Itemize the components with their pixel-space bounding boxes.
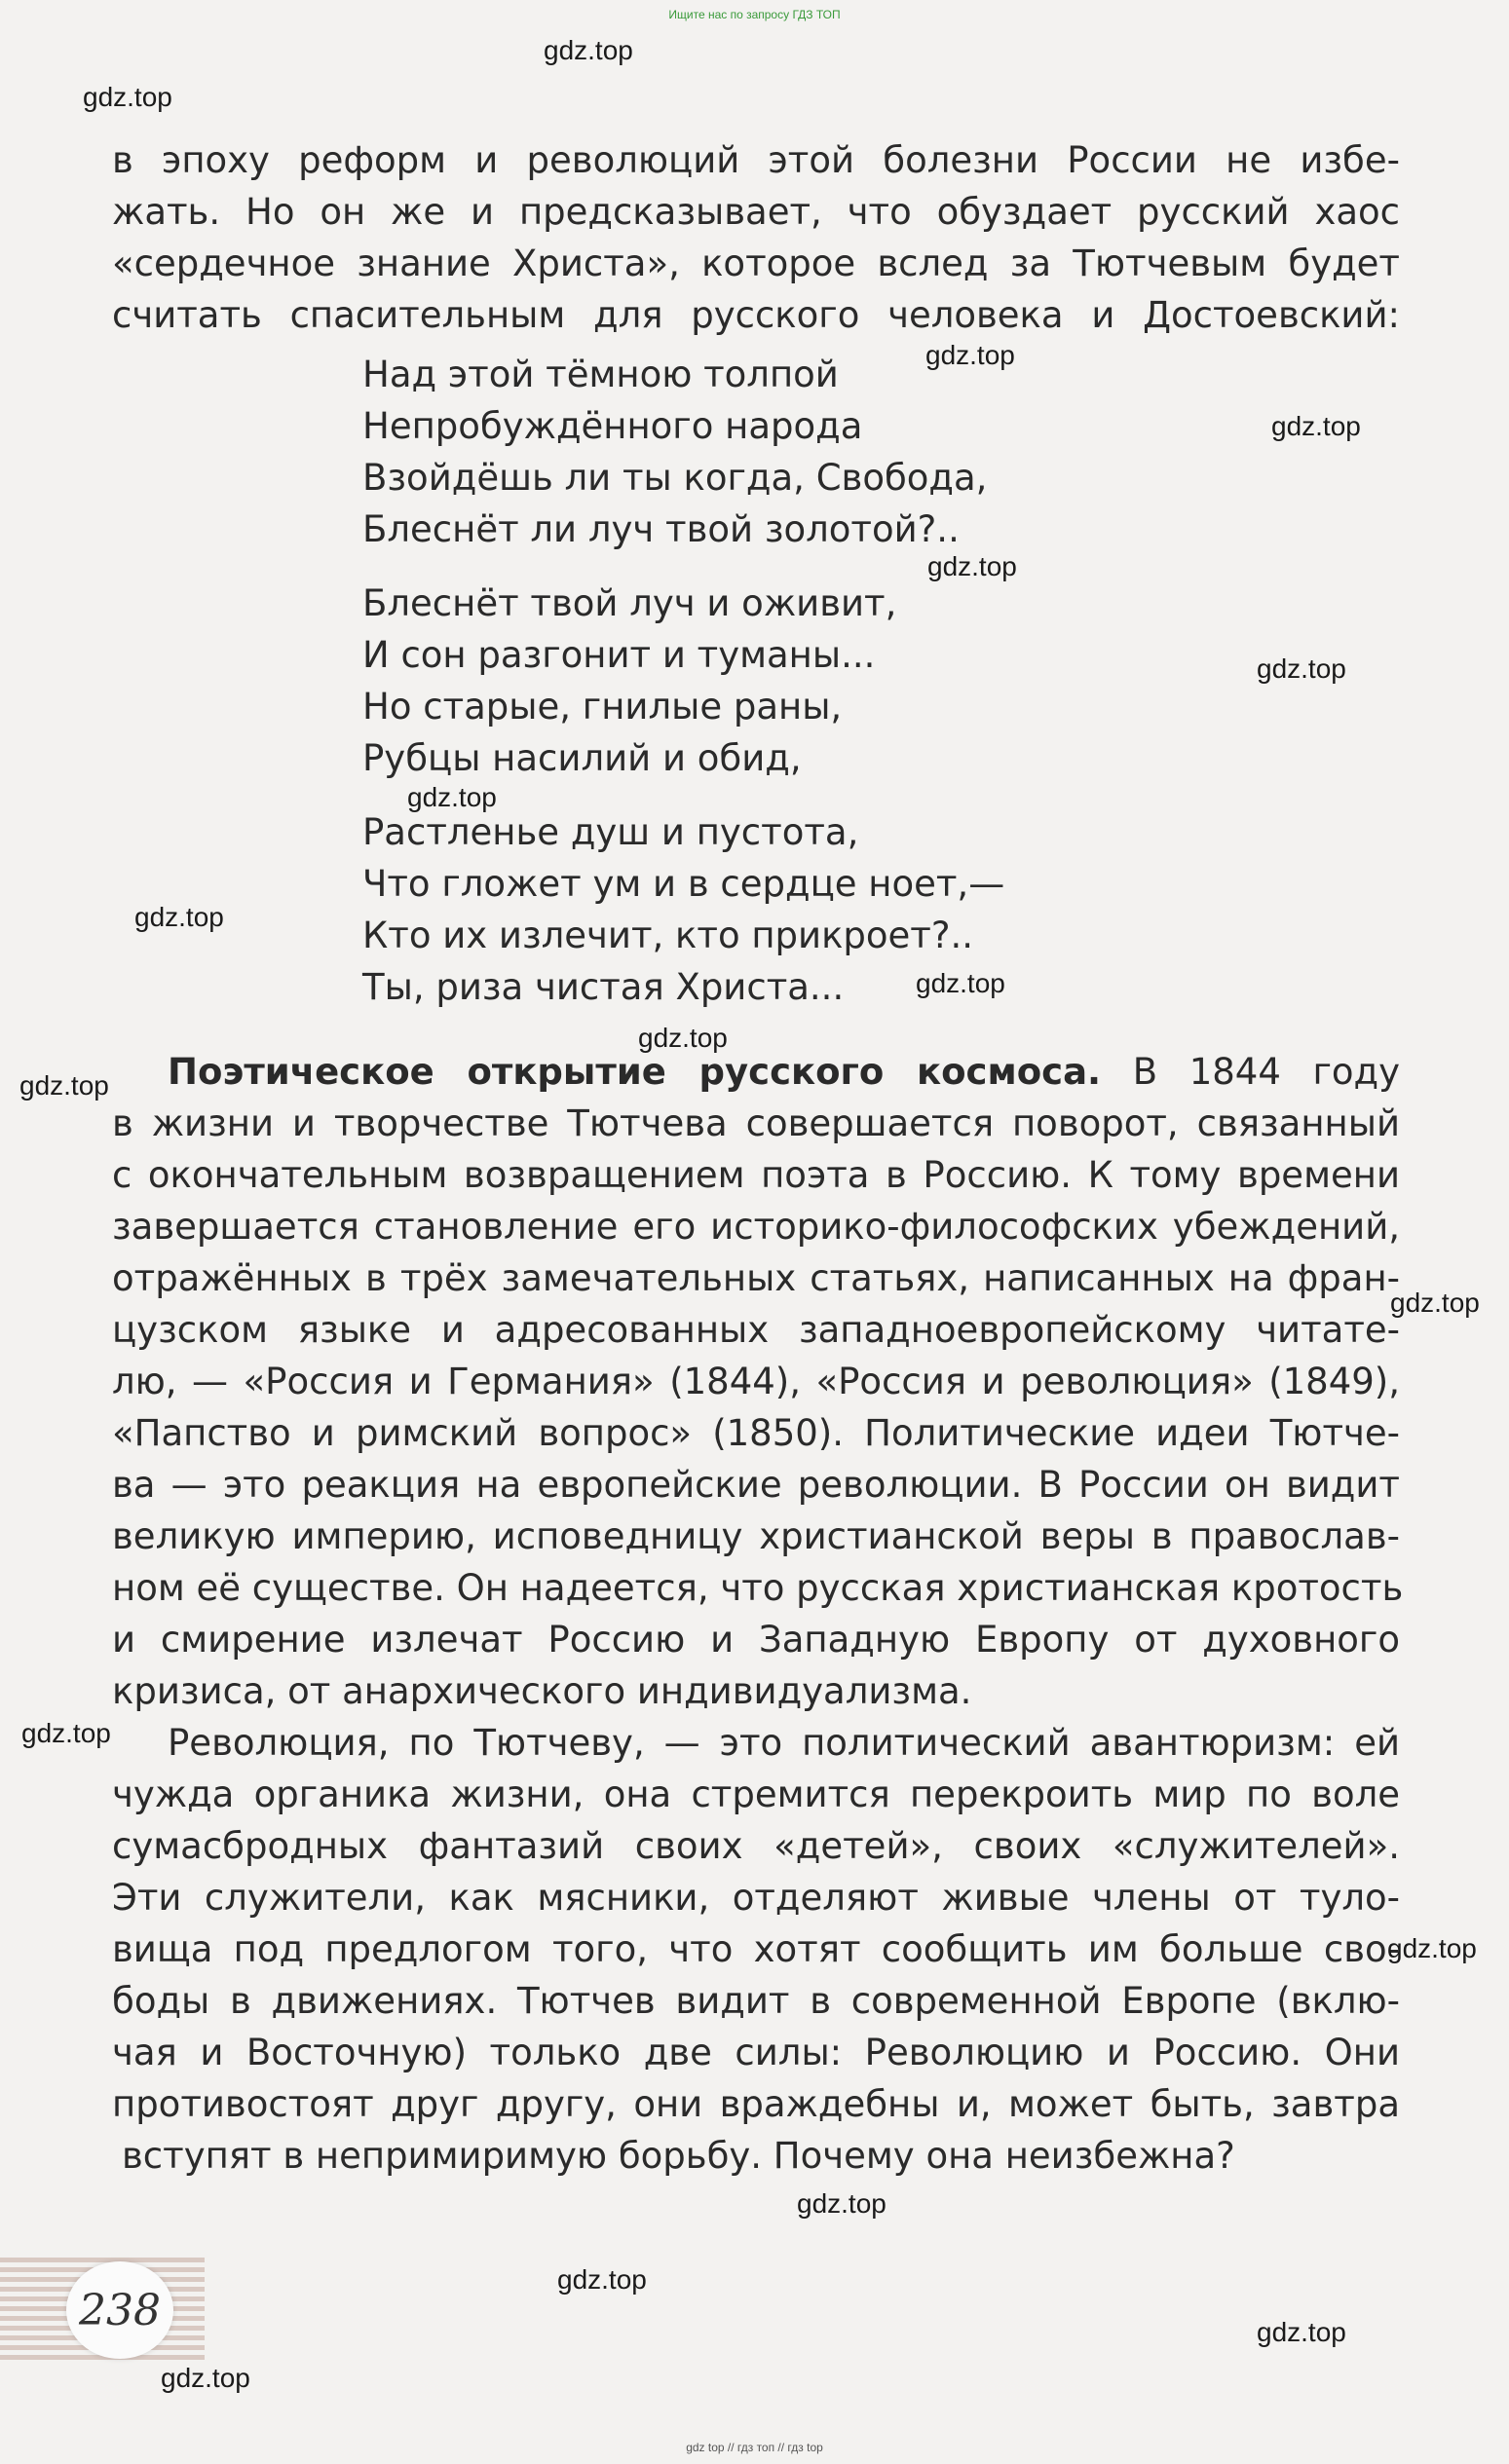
- text-line: с окончательным возвращением поэта в Россию. К тому времени: [112, 1154, 1400, 1196]
- text-line: в жизни и творчестве Тютчева совершается поворот, связанный: [112, 1102, 1400, 1144]
- text-line: кризиса, от анархического индивидуализма.: [112, 1670, 972, 1712]
- verse-line: Над этой тёмною толпой: [362, 354, 839, 395]
- text-line: «Папство и римский вопрос» (1850). Политические идеи Тютче-: [112, 1412, 1400, 1454]
- text-line: и смирение излечат Россию и Западную Европу от духовного: [112, 1619, 1400, 1661]
- poem: [362, 349, 1004, 1013]
- watermark: gdz.top: [83, 82, 172, 112]
- poem-stanza-3: [362, 806, 1004, 1013]
- watermark: gdz.top: [19, 1070, 109, 1101]
- text-line: ном её существе. Он надеется, что русская христианская кротость: [112, 1567, 1404, 1609]
- verse-line: Взойдёшь ли ты когда, Свобода,: [362, 457, 988, 499]
- bottom-banner: gdz top // гдз топ // гдз top: [686, 2441, 823, 2454]
- verse-line: Ты, риза чистая Христа...: [362, 966, 845, 1008]
- poem-stanza-1: [362, 349, 1004, 555]
- text-line: цузском языке и адресованных западноевропейскому читате-: [112, 1309, 1400, 1351]
- verse-line: Но старые, гнилые раны,: [362, 686, 843, 728]
- text-line: Эти служители, как мясники, отделяют живые члены от туло-: [112, 1877, 1400, 1919]
- text-line: лю, — «Россия и Германия» (1844), «Россия и революция» (1849),: [112, 1361, 1400, 1402]
- revolution-paragraph: [112, 1717, 1400, 2182]
- watermark: gdz.top: [134, 902, 224, 932]
- watermark: gdz.top: [407, 782, 497, 812]
- watermark: gdz.top: [797, 2188, 887, 2219]
- watermark: gdz.top: [557, 2264, 647, 2295]
- top-banner: Ищите нас по запросу ГДЗ ТОП: [668, 8, 841, 21]
- watermark: gdz.top: [925, 340, 1015, 370]
- text-line: завершается становление его историко-философских убеждений,: [112, 1206, 1400, 1248]
- text-line: Революция, по Тютчеву, — это политический авантюризм: ей: [168, 1722, 1400, 1764]
- verse-line: Кто их излечит, кто прикроет?..: [362, 915, 974, 956]
- text-line: вища под предлогом того, что хотят сообщить им больше сво-: [112, 1928, 1400, 1970]
- verse-line: Что гложет ум и в сердце ноет,—: [362, 863, 1005, 905]
- watermark: gdz.top: [1387, 1933, 1477, 1963]
- verse-line: Непробуждённого народа: [362, 405, 863, 447]
- verse-line: Рубцы насилий и обид,: [362, 737, 802, 779]
- page-number: 238: [79, 2285, 161, 2335]
- watermark: gdz.top: [1257, 653, 1346, 684]
- section-first-line-rest: В 1844 году: [1132, 1051, 1401, 1093]
- verse-line: И сон разгонит и туманы...: [362, 634, 876, 676]
- text-line: считать спасительным для русского человека и Достоевский:: [112, 294, 1400, 336]
- text-line: сумасбродных фантазий своих «детей», своих «служителей».: [112, 1825, 1400, 1867]
- text-line: ва — это реакция на европейские революции. В России он видит: [112, 1464, 1400, 1506]
- verse-line: Растленье душ и пустота,: [362, 811, 859, 853]
- text-line: «сердечное знание Христа», которое вслед за Тютчевым будет: [112, 243, 1400, 284]
- watermark: gdz.top: [638, 1023, 728, 1053]
- section-heading: Поэтическое открытие русского космоса.: [168, 1051, 1102, 1093]
- text-line: великую империю, исповедницу христианской веры в православ-: [112, 1515, 1400, 1557]
- text-line: противостоят друг другу, они враждебны и, может быть, завтра: [112, 2083, 1400, 2125]
- page-number-badge: [66, 2261, 173, 2359]
- poem-stanza-2: [362, 578, 1004, 784]
- watermark: gdz.top: [1257, 2317, 1346, 2347]
- verse-line: Блеснёт твой луч и оживит,: [362, 582, 897, 624]
- watermark: gdz.top: [161, 2363, 250, 2393]
- verse-line: Блеснёт ли луч твой золотой?..: [362, 508, 960, 550]
- text-line: жать. Но он же и предсказывает, что обуздает русский хаос: [112, 191, 1400, 233]
- text-line: чая и Восточную) только две силы: Революцию и Россию. Они: [112, 2032, 1400, 2073]
- text-line: чужда органика жизни, она стремится перекроить мир по воле: [112, 1773, 1400, 1815]
- text-line: в эпоху реформ и революций этой болезни России не избе-: [112, 139, 1400, 181]
- watermark: gdz.top: [1390, 1288, 1480, 1318]
- section-paragraph: [112, 1046, 1404, 1717]
- watermark: gdz.top: [927, 551, 1017, 581]
- text-line: отражённых в трёх замечательных статьях, написанных на фран-: [112, 1257, 1400, 1299]
- watermark: gdz.top: [1271, 411, 1361, 441]
- section-first-line: [112, 1046, 1400, 1098]
- watermark: gdz.top: [916, 968, 1005, 998]
- text-line: боды в движениях. Тютчев видит в современной Европе (вклю-: [112, 1980, 1400, 2022]
- text-line: вступят в непримиримую борьбу. Почему она неизбежна?: [122, 2135, 1235, 2177]
- watermark: gdz.top: [544, 35, 633, 65]
- watermark: gdz.top: [21, 1718, 111, 1748]
- intro-paragraph: [112, 134, 1400, 341]
